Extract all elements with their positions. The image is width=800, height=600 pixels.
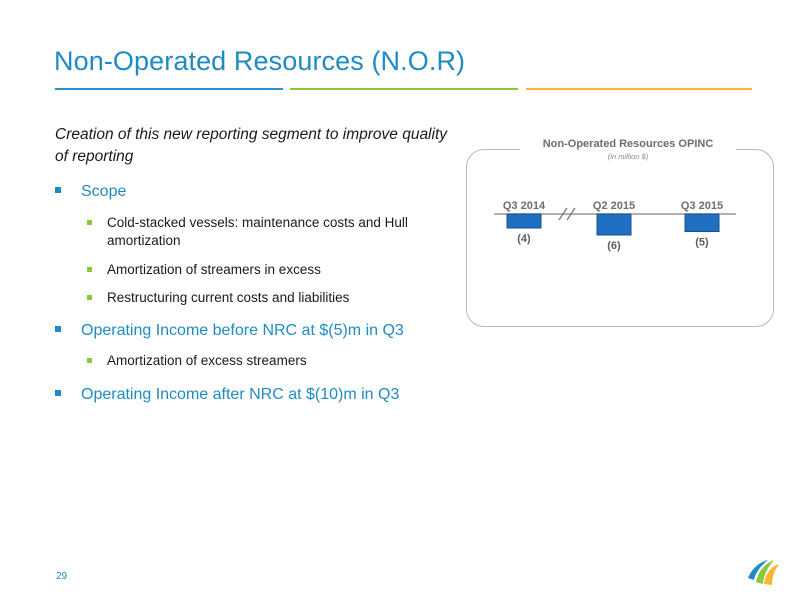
sub-bullet xyxy=(87,289,467,307)
x-tick-label: Q3 2014 xyxy=(502,200,546,212)
page-number: 29 xyxy=(56,571,68,582)
sub-bullet xyxy=(87,352,467,370)
company-logo xyxy=(742,548,782,588)
sub-bullet-text: Amortization of excess streamers xyxy=(107,353,307,368)
x-tick-label: Q3 2015 xyxy=(680,200,724,212)
data-label: (4) xyxy=(517,233,531,245)
bar xyxy=(507,214,541,228)
title-underline-orange xyxy=(526,88,752,90)
sub-bullet-text: Amortization of streamers in excess xyxy=(107,262,321,277)
title-underline-blue xyxy=(55,88,283,90)
slide-title: Non-Operated Resources (N.O.R) xyxy=(54,46,466,76)
sub-bullet xyxy=(87,214,467,250)
chart-header xyxy=(520,138,736,161)
square-bullet-icon xyxy=(87,220,92,225)
bar xyxy=(597,214,631,235)
square-bullet-icon xyxy=(55,390,61,396)
bar xyxy=(685,214,719,232)
sub-bullet xyxy=(87,261,467,279)
bullet-text: Scope xyxy=(81,183,127,200)
sub-bullet-text: Restructuring current costs and liabilities xyxy=(107,290,350,305)
opinc-bar-chart xyxy=(466,190,774,280)
chart-title: Non-Operated Resources OPINC xyxy=(542,138,714,150)
square-bullet-icon xyxy=(55,326,61,332)
title-underline-green xyxy=(290,88,518,90)
intro-text: Creation of this new reporting segment to improve quality of reporting xyxy=(55,126,448,165)
data-label: (5) xyxy=(695,236,709,249)
x-tick-label: Q2 2015 xyxy=(592,200,636,212)
square-bullet-icon xyxy=(87,295,92,300)
bullet-text: Operating Income before NRC at $(5)m in Q3 xyxy=(81,322,404,339)
data-label: (6) xyxy=(607,240,621,252)
bullet-income-before-nrc xyxy=(55,322,404,340)
square-bullet-icon xyxy=(55,187,61,193)
sub-bullet-text: Cold-stacked vessels: maintenance costs and Hull amortization xyxy=(107,215,408,248)
square-bullet-icon xyxy=(87,358,92,363)
bullet-income-after-nrc xyxy=(55,386,399,404)
chart-subtitle: (in million $) xyxy=(607,152,649,161)
square-bullet-icon xyxy=(87,267,92,272)
bullet-scope xyxy=(55,183,126,201)
bullet-text: Operating Income after NRC at $(10)m in Q3 xyxy=(81,386,400,403)
